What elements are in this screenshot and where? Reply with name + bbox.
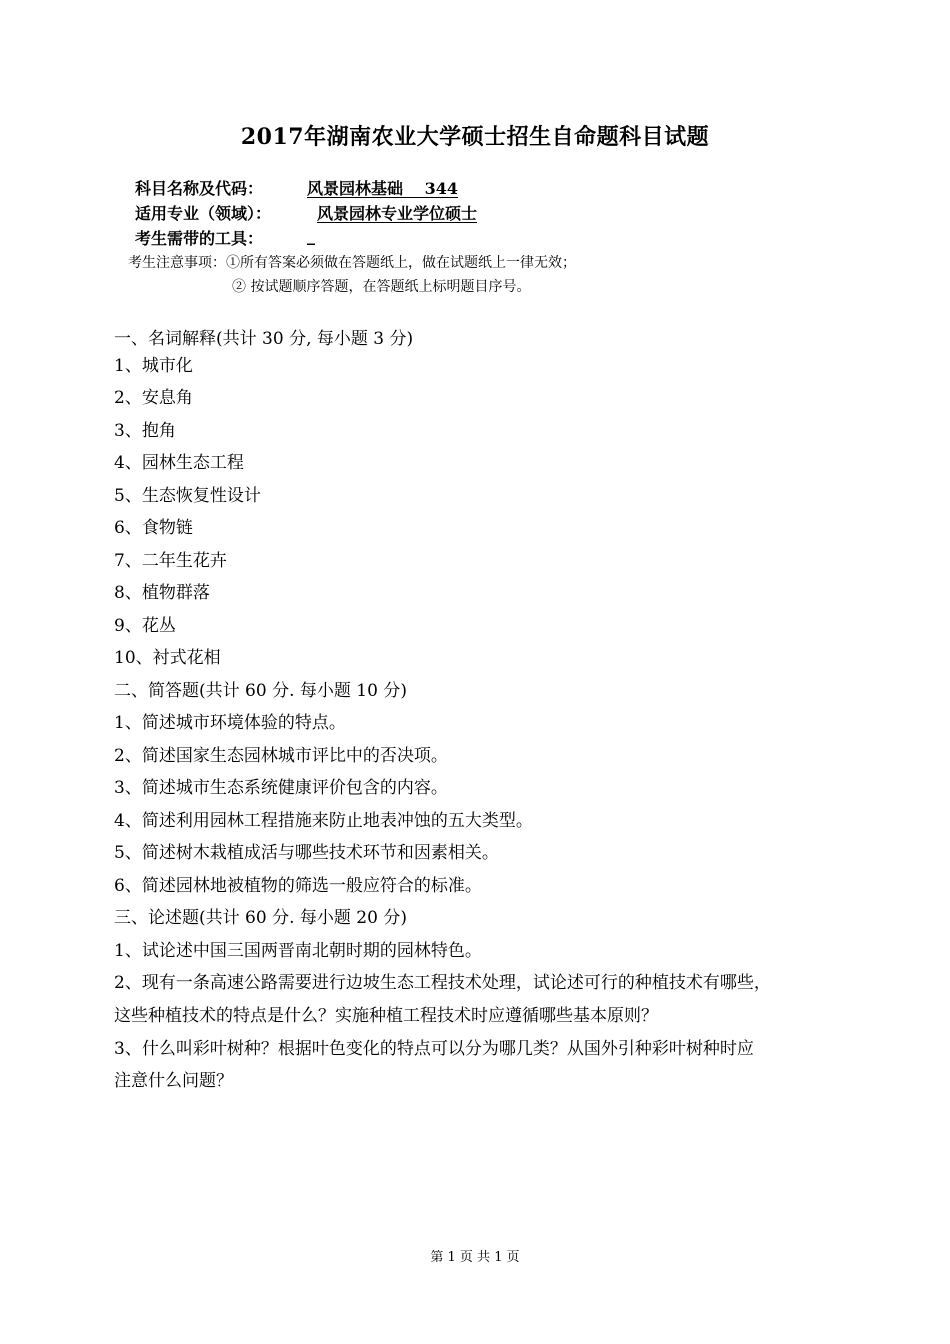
major-row — [135, 201, 478, 224]
subject-value: 风景园林基础 344 — [307, 179, 458, 198]
list-item: 1、试论述中国三国两晋南北朝时期的园林特色。 — [114, 941, 482, 961]
list-item: 9、花丛 — [114, 616, 176, 636]
list-item: 5、简述树木栽植成活与哪些技术环节和因素相关。 — [114, 843, 499, 863]
list-item: 2、现有一条高速公路需要进行边坡生态工程技术处理，试论述可行的种植技术有哪些， — [114, 973, 771, 993]
page-title: 2017年湖南农业大学硕士招生自命题科目试题 — [240, 124, 710, 150]
list-item: 1、简述城市环境体验的特点。 — [114, 713, 346, 733]
subject-row — [135, 176, 458, 199]
tools-row — [135, 226, 315, 249]
list-item: 3、什么叫彩叶树种？根据叶色变化的特点可以分为哪几类？从国外引种彩叶树种时应 — [114, 1039, 754, 1059]
major-label: 适用专业（领域）： — [135, 204, 272, 223]
list-item-continuation: 这些种植技术的特点是什么？实施种植工程技术时应遵循哪些基本原则？ — [114, 1006, 658, 1026]
notice-line-2: ② 按试题顺序答题，在答题纸上标明题目序号。 — [232, 279, 531, 295]
section-heading-1: 一、名词解释(共计 30 分, 每小题 3 分) — [114, 329, 414, 349]
list-item: 7、二年生花卉 — [114, 551, 227, 571]
list-item: 6、简述园林地被植物的筛选一般应符合的标准。 — [114, 876, 482, 896]
list-item: 8、植物群落 — [114, 583, 210, 603]
list-item: 4、园林生态工程 — [114, 453, 244, 473]
section-heading-3: 三、论述题(共计 60 分. 每小题 20 分) — [114, 908, 407, 928]
list-item: 1、城市化 — [114, 356, 193, 376]
list-item: 4、简述利用园林工程措施来防止地表冲蚀的五大类型。 — [114, 811, 533, 831]
tools-value: _ — [307, 226, 315, 245]
notice-line-1: 考生注意事项：①所有答案必须做在答题纸上，做在试题纸上一律无效； — [128, 255, 576, 271]
list-item: 2、简述国家生态园林城市评比中的否决项。 — [114, 746, 448, 766]
subject-label: 科目名称及代码： — [135, 179, 264, 198]
list-item: 5、生态恢复性设计 — [114, 486, 261, 506]
section-heading-2: 二、简答题(共计 60 分. 每小题 10 分) — [114, 681, 407, 701]
list-item-continuation: 注意什么问题？ — [114, 1071, 233, 1091]
tools-label: 考生需带的工具： — [135, 229, 264, 248]
list-item: 3、抱角 — [114, 421, 176, 441]
list-item: 10、衬式花相 — [114, 648, 221, 668]
list-item: 2、安息角 — [114, 388, 193, 408]
list-item: 6、食物链 — [114, 518, 193, 538]
list-item: 3、简述城市生态系统健康评价包含的内容。 — [114, 778, 448, 798]
major-value: 风景园林专业学位硕士 — [317, 204, 478, 223]
page-footer: 第 1 页 共 1 页 — [430, 1250, 520, 1265]
